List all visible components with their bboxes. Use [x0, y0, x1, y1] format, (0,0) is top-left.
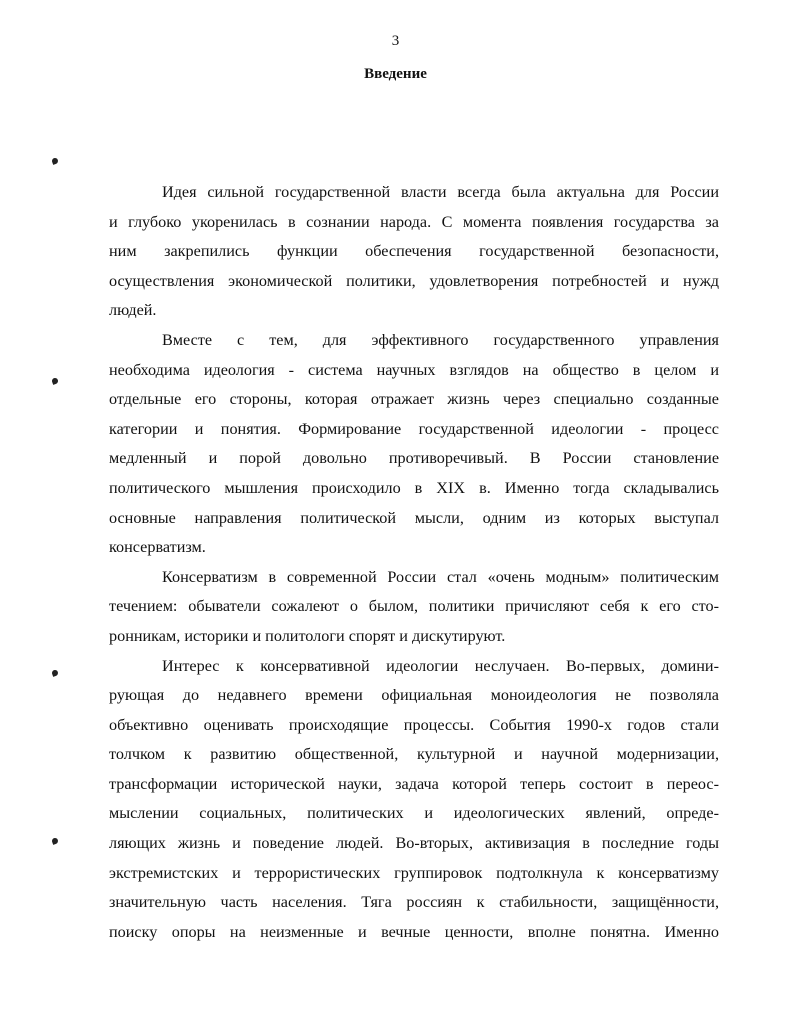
text-line: Вместе с тем, для эффективного государственного управления [162, 330, 719, 349]
text-line: необходима идеология - система научных взглядов на общество в целом и [109, 360, 719, 379]
page-title: Введение [364, 66, 427, 82]
text-line: категории и понятия. Формирование государственной идеологии - процесс [109, 419, 719, 438]
text-line: мыслении социальных, политических и идеологических явлений, опреде- [109, 804, 719, 823]
text-line: толчком к развитию общественной, культурной и научной модернизации, [109, 745, 719, 764]
paragraph [109, 563, 719, 652]
text-line: поиску опоры на неизменные и вечные ценности, вполне понятна. Именно [109, 922, 719, 941]
text-line: ляющих жизнь и поведение людей. Во-вторых, активизация в последние годы [109, 834, 719, 853]
text-line: и глубоко укоренилась в сознании народа. С момента появления государства за [109, 212, 719, 231]
body-text [109, 178, 719, 947]
margin-mark-4 [51, 837, 59, 845]
text-line: экстремистских и террористических группировок подтолкнула к консерватизму [109, 863, 719, 882]
text-line: Идея сильной государственной власти всегда была актуальна для России [162, 183, 719, 201]
paragraph [109, 178, 719, 326]
text-line: значительную часть населения. Тяга россиян к стабильности, защищённости, [109, 893, 719, 912]
text-line: людей. [109, 301, 157, 320]
text-line: осуществления экономической политики, удовлетворения потребностей и нужд [109, 271, 719, 290]
text-line: политического мышления происходило в XIX в. Именно тогда складывались [109, 478, 719, 497]
paragraph [109, 652, 719, 948]
text-line: ронникам, историки и политологи спорят и дискутируют. [109, 626, 506, 645]
text-line: ним закрепились функции обеспечения государственной безопасности, [109, 242, 719, 261]
text-line: трансформации исторической науки, задача которой теперь состоит в переос- [109, 774, 719, 793]
text-line: объективно оценивать происходящие процессы. События 1990-х годов стали [109, 715, 719, 734]
text-line: Консерватизм в современной России стал «очень модным» политическим [162, 567, 719, 586]
margin-mark-3 [51, 669, 59, 677]
text-line: медленный и порой довольно противоречивый. В России становление [109, 449, 719, 468]
text-line: рующая до недавнего времени официальная моноидеология не позволяла [109, 686, 719, 705]
text-line: консерватизм. [109, 538, 206, 557]
text-line: основные направления политической мысли, одним из которых выступал [109, 508, 719, 527]
page-number: 3 [391, 33, 400, 49]
paragraph [109, 326, 719, 563]
margin-mark-2 [51, 377, 59, 385]
text-line: течением: обыватели сожалеют о былом, политики причисляют себя к его сто- [109, 597, 719, 616]
margin-mark-1 [51, 157, 59, 165]
text-line: отдельные его стороны, которая отражает жизнь через специально созданные [109, 390, 719, 409]
text-line: Интерес к консервативной идеологии неслучаен. Во-первых, домини- [162, 656, 719, 675]
